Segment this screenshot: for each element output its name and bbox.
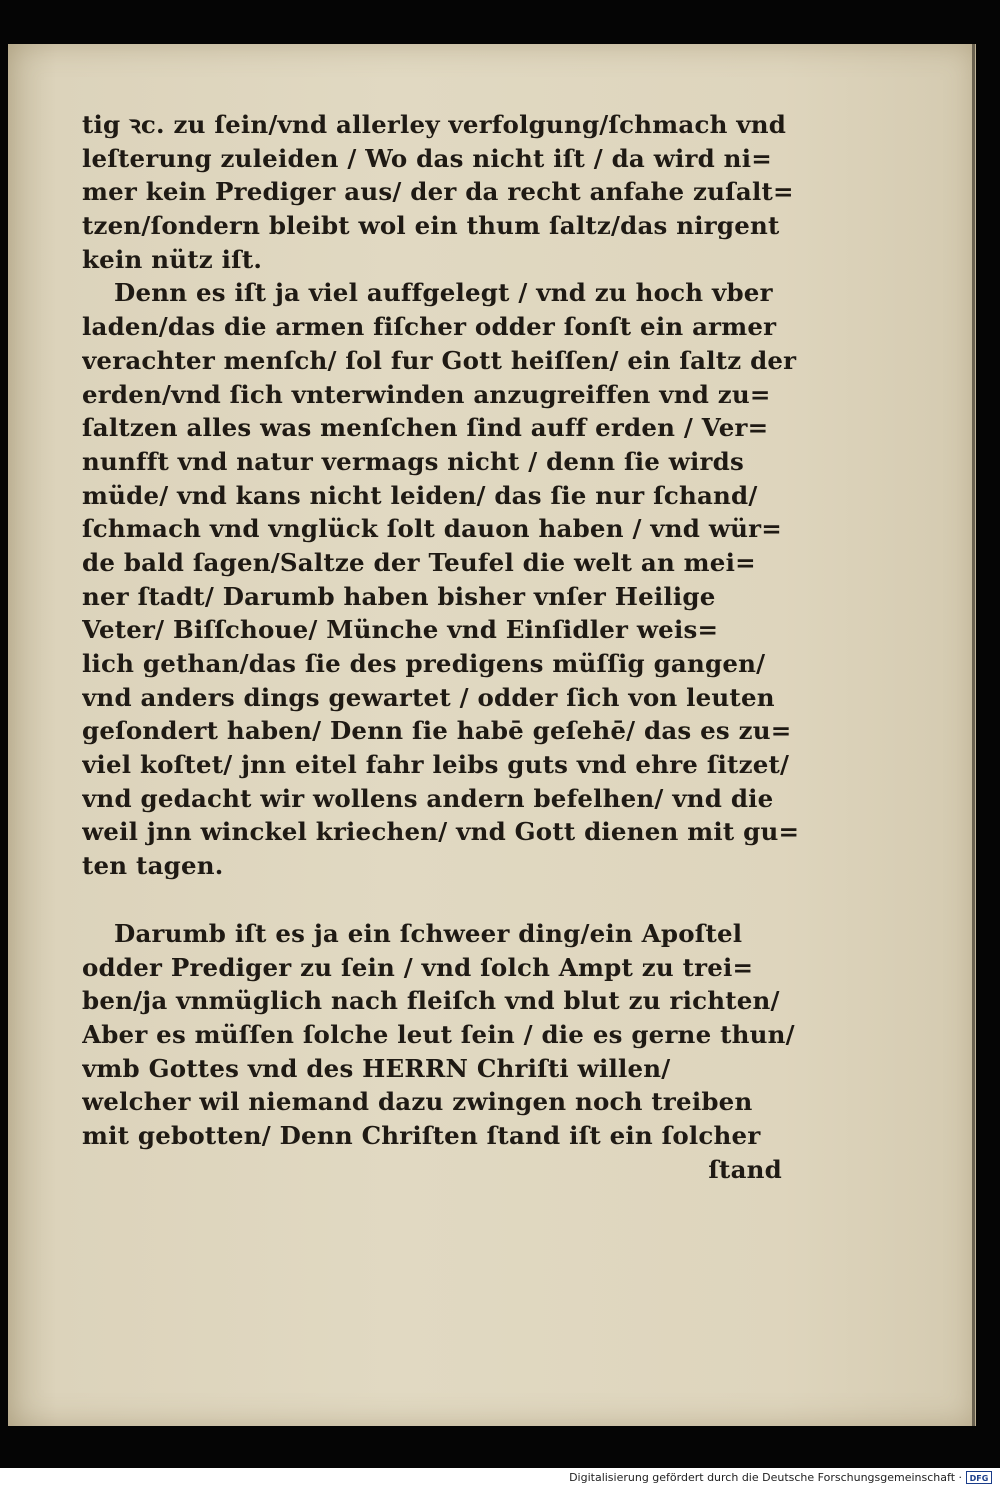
text-line: Veter/ Biſſchoue/ Münche vnd Einſidler weis=: [82, 615, 719, 645]
text-line: laden/das die armen fiſcher odder ſonſt ein armer: [82, 312, 777, 342]
text-line: lich gethan/das ſie des predigens müſſig gangen/: [82, 649, 766, 678]
text-line: vmb Gottes vnd des HERRN Chriſti willen/: [82, 1053, 671, 1083]
footer-bar: [0, 1468, 1000, 1488]
text-line: de bald ſagen/Saltze der Teufel die welt an mei=: [82, 547, 756, 577]
text-line: geſondert haben/ Denn ſie habē geſehē/ das es zu=: [82, 716, 792, 746]
text-line: odder Prediger zu ſein / vnd ſolch Ampt zu trei=: [82, 952, 754, 982]
text-line: ner ſtadt/ Darumb haben bisher vnſer Heilige: [82, 581, 716, 611]
text-line: tzen/ſondern bleibt wol ein thum ſaltz/das nirgent: [82, 211, 780, 241]
paragraph-gap: [82, 883, 802, 917]
page-edge: [972, 44, 975, 1426]
text-line: tig ꝛc. zu ſein/vnd allerley verfolgung/ſchmach vnd: [82, 110, 787, 139]
text-line: leſterung zuleiden / Wo das nicht iſt / da wird ni=: [82, 143, 772, 173]
text-line: Darumb iſt es ja ein ſchweer ding/ein Apoſtel: [114, 918, 743, 948]
text-line: ſaltzen alles was menſchen ſind auff erden / Ver=: [82, 413, 769, 443]
text-line: kein nütz iſt.: [82, 244, 263, 274]
text-line: viel koſtet/ jnn eitel fahr leibs guts vnd ehre ſitzet/: [82, 750, 790, 780]
text-line: ſchmach vnd vnglück ſolt dauon haben / vnd wür=: [82, 514, 782, 544]
text-line: nunfft vnd natur vermags nicht / denn ſie wirds: [82, 446, 744, 476]
footer-credit: Digitalisierung gefördert durch die Deutsche Forschungsgemeinschaft ·: [569, 1471, 962, 1484]
text-line: Aber es müſſen ſolche leut ſein / die es gerne thun/: [82, 1019, 795, 1049]
paragraph: [82, 108, 802, 276]
text-line: erden/vnd ſich vnterwinden anzugreiffen vnd zu=: [82, 379, 771, 409]
paragraph-container: [82, 108, 802, 1153]
text-line: Denn es iſt ja viel auffgelegt / vnd zu hoch vber: [114, 278, 773, 308]
text-line: weil jnn winckel kriechen/ vnd Gott dienen mit gu=: [82, 817, 800, 847]
text-line: vnd gedacht wir wollens andern befelhen/ vnd die: [82, 783, 774, 813]
text-line: ben/ja vnmüglich nach fleiſch vnd blut zu richten/: [82, 986, 780, 1016]
text-line: mer kein Prediger aus/ der da recht anfahe zuſalt=: [82, 177, 794, 207]
text-line: mit gebotten/ Denn Chriſten ſtand iſt ein ſolcher: [82, 1120, 761, 1150]
text-line: ten tagen.: [82, 851, 224, 881]
text-line: welcher wil niemand dazu zwingen noch treiben: [82, 1087, 753, 1117]
text-line: vnd anders dings gewartet / odder ſich von leuten: [82, 682, 775, 712]
catchword: ſtand: [708, 1154, 782, 1184]
dfg-logo: DFG: [966, 1471, 992, 1484]
paragraph: [82, 276, 802, 882]
page-text: [82, 108, 802, 1186]
text-line: verachter menſch/ ſol fur Gott heiſſen/ ein ſaltz der: [82, 345, 797, 375]
paragraph: [82, 917, 802, 1153]
text-line: müde/ vnd kans nicht leiden/ das ſie nur ſchand/: [82, 480, 758, 510]
